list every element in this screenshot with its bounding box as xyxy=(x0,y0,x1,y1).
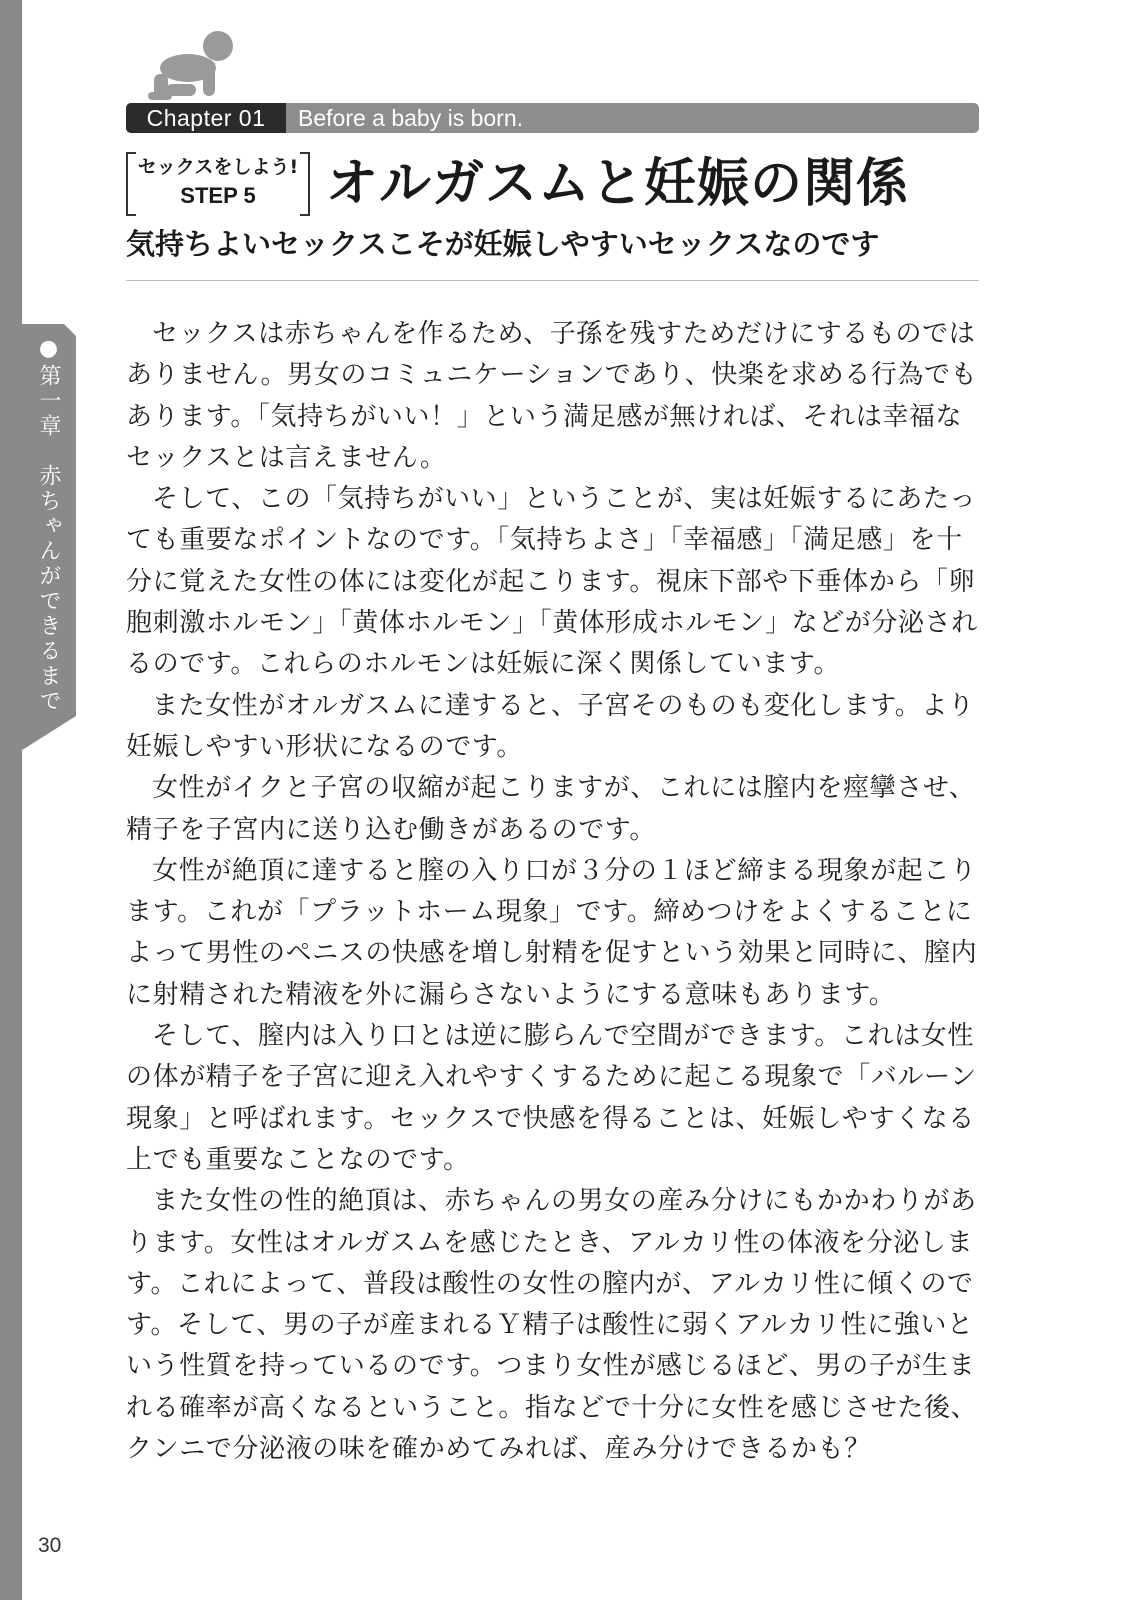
paragraph: セックスは赤ちゃんを作るため、子孫を残すためだけにするものではありません。男女のコミュニケーションであり、快楽を求める行為でもあります。「気持ちがいい！」という満足感が無ければ、それは幸福なセックスとは言えません。 xyxy=(126,319,978,473)
article-body xyxy=(126,314,986,1470)
crawling-baby-icon xyxy=(148,30,248,102)
chapter-subtitle: Before a baby is born. xyxy=(298,105,524,131)
page-subtitle: 気持ちよいセックスこそが妊娠しやすいセックスなのです xyxy=(126,227,880,261)
chapter-label: Chapter 01 xyxy=(126,103,286,133)
page-title: オルガスムと妊娠の関係 xyxy=(326,154,910,214)
step-caption: セックスをしよう! xyxy=(137,156,299,178)
left-edge-bar xyxy=(0,0,22,1600)
step-badge xyxy=(126,152,310,216)
chapter-header-bar xyxy=(126,103,979,133)
page-number: 30 xyxy=(38,1534,62,1557)
step-number: STEP 5 xyxy=(180,183,256,208)
paragraph: 女性がイクと子宮の収縮が起こりますが、これには膣内を痙攣させ、精子を子宮内に送り込む働きがあるのです。 xyxy=(126,773,976,845)
paragraph: 女性が絶頂に達すると膣の入り口が３分の１ほど締まる現象が起こります。これが「プラットホーム現象」です。締めつけをよくすることによって男性のペニスの快感を増し射精を促すという効果と同時に、膣内に射精された精液を外に漏らさないようにする意味もあります。 xyxy=(126,855,978,1010)
chapter-side-tab-label: ●第一章 赤ちゃんができるまで xyxy=(36,336,61,714)
paragraph: そして、この「気持ちがいい」ということが、実は妊娠するにあたっても重要なポイントなのです。「気持ちよさ」「幸福感」「満足感」を十分に覚えた女性の体には変化が起こります。視床下部や下垂体から「卵胞刺激ホルモン」「黄体ホルモン」「黄体形成ホルモン」などが分泌されるのです。これらのホルモンは妊娠に深く関係しています。 xyxy=(126,484,978,680)
paragraph: そして、膣内は入り口とは逆に膨らんで空間ができます。これは女性の体が精子を子宮に迎え入れやすくするために起こる現象で「バルーン現象」と呼ばれます。セックスで快感を得ることは、妊娠しやすくなる上でも重要なことなのです。 xyxy=(126,1021,977,1175)
paragraph: また女性の性的絶頂は、赤ちゃんの男女の産み分けにもかかわりがあります。女性はオルガスムを感じたとき、アルカリ性の体液を分泌します。これによって、普段は酸性の女性の膣内が、アルカリ性に傾くのです。そして、男の子が産まれるＹ精子は酸性に弱くアルカリ性に強いという性質を持っているのです。つまり女性が感じるほど、男の子が生まれる確率が高くなるということ。指などで十分に女性を感じさせた後、クンニで分泌液の味を確かめてみれば、産み分けできるかも？ xyxy=(126,1186,978,1465)
paragraph: また女性がオルガスムに達すると、子宮そのものも変化します。より妊娠しやすい形状になるのです。 xyxy=(126,690,975,762)
title-divider xyxy=(126,280,979,281)
